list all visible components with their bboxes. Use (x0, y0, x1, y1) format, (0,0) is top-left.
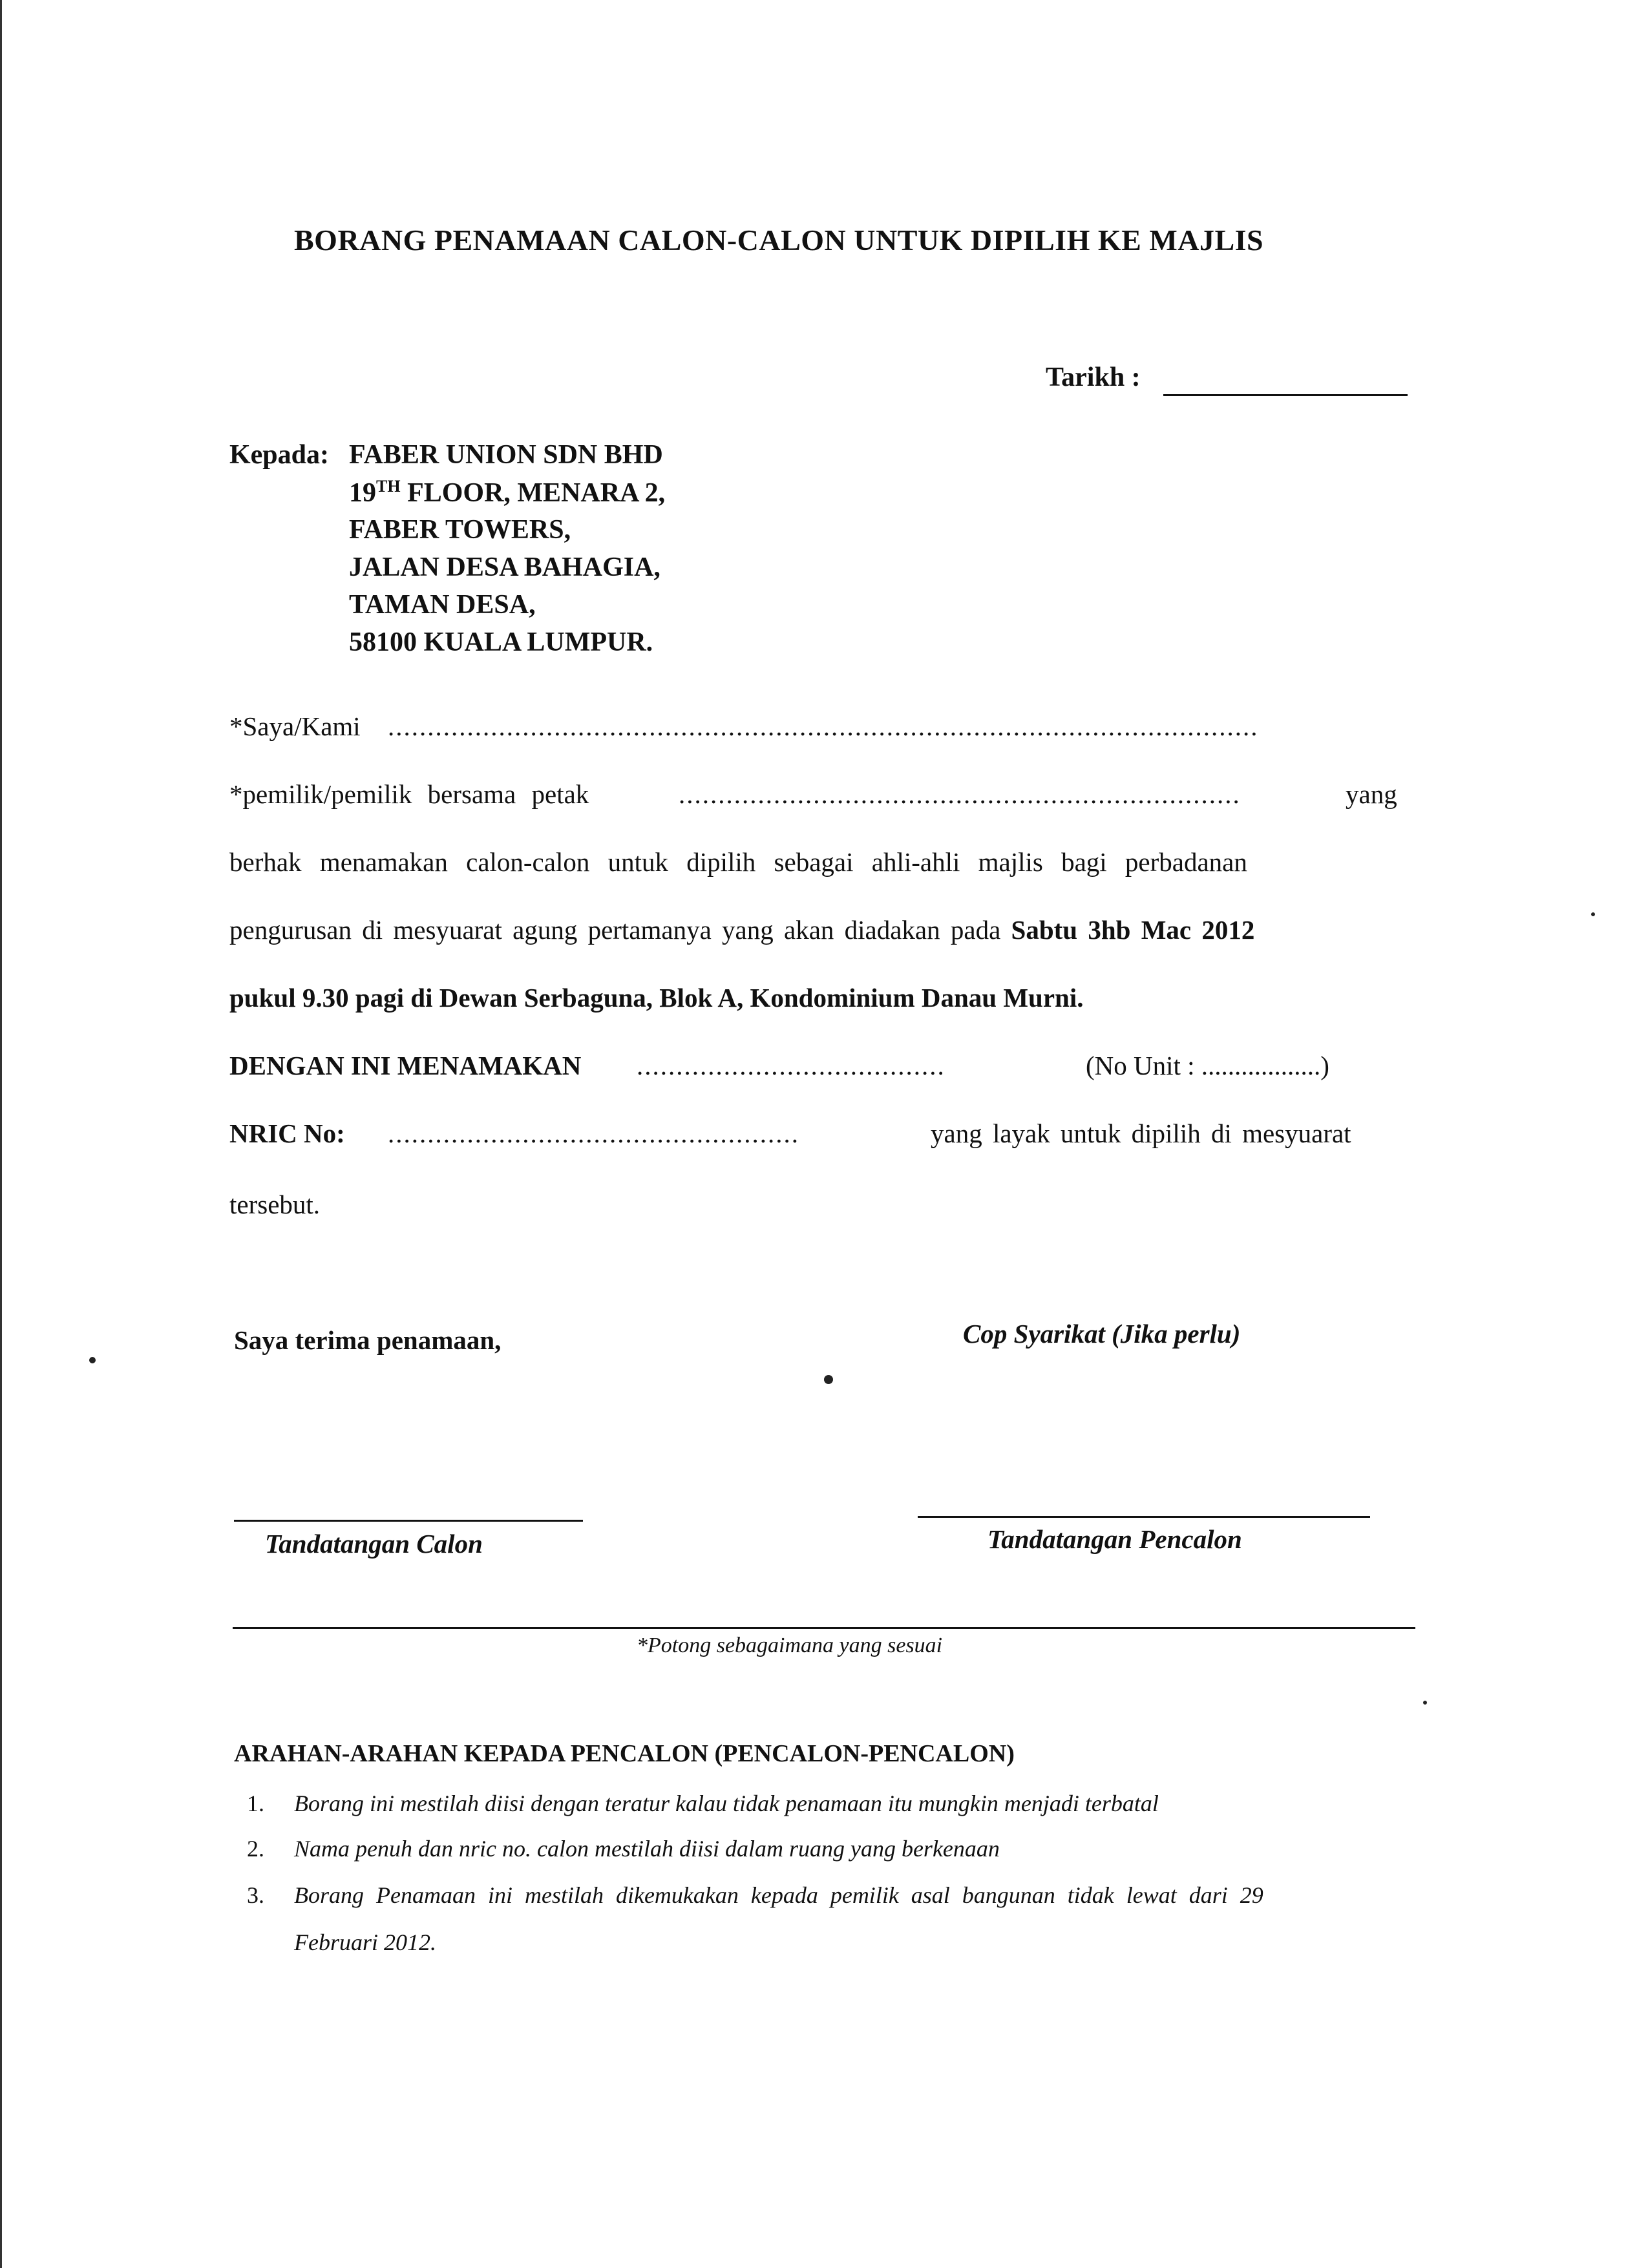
scan-edge (0, 0, 2, 2268)
instruction-3-text: Borang Penamaan ini mestilah dikemukakan kepada pemilik asal bangunan tidak lewat dari 29 (294, 1882, 1263, 1908)
candidate-signature-line[interactable] (234, 1520, 583, 1522)
scan-speck (824, 1375, 833, 1384)
scan-speck (1591, 912, 1595, 916)
instruction-2-text: Nama penuh dan nric no. calon mestilah diisi dalam ruang yang berkenaan (294, 1836, 1000, 1862)
pemilik-label: *pemilik/pemilik bersama petak (229, 779, 589, 809)
instruction-2-number: 2. (247, 1836, 264, 1862)
floor-rest: FLOOR, MENARA 2, (400, 478, 666, 508)
instruction-1-text: Borang ini mestilah diisi dengan teratur kalau tidak penamaan itu mungkin menjadi terbatal (294, 1790, 1159, 1816)
body-line4 (229, 914, 1254, 945)
body-line3: berhak menamakan calon-calon untuk dipilih sebagai ahli-ahli majlis bagi perbadanan (229, 847, 1247, 877)
nominee-name-field[interactable]: ....................................... (637, 1051, 945, 1080)
scan-speck (1423, 1701, 1427, 1705)
instruction-3-continuation: Februari 2012. (294, 1929, 436, 1955)
instruction-1-number: 1. (247, 1790, 264, 1816)
candidate-signature-label: Tandatangan Calon (265, 1529, 483, 1559)
date-label: Tarikh : (1046, 362, 1141, 392)
form-title: BORANG PENAMAAN CALON-CALON UNTUK DIPILIH KE MAJLIS (294, 224, 1264, 257)
nric-end: yang layak untuk dipilih di mesyuarat (931, 1118, 1351, 1148)
scan-speck (89, 1357, 96, 1363)
nominator-signature-line[interactable] (918, 1516, 1370, 1518)
recipient-label: Kepada: (229, 440, 330, 470)
recipient-line5: 58100 KUALA LUMPUR. (349, 627, 653, 657)
recipient-line2: FABER TOWERS, (349, 515, 571, 545)
accept-nomination: Saya terima penamaan, (234, 1325, 502, 1355)
recipient-line3: JALAN DESA BAHAGIA, (349, 552, 660, 582)
nric-label: NRIC No: (229, 1118, 345, 1148)
recipient-company: FABER UNION SDN BHD (349, 440, 663, 470)
recipient-floor (349, 477, 665, 509)
saya-label: *Saya/Kami (229, 711, 361, 741)
floor-suffix: TH (376, 477, 401, 496)
recipient-line4: TAMAN DESA, (349, 590, 536, 620)
company-stamp-label: Cop Syarikat (Jika perlu) (963, 1319, 1241, 1349)
cut-line (233, 1627, 1415, 1629)
nric-field[interactable]: .................................................... (388, 1118, 799, 1148)
meeting-date: Sabtu 3hb Mac 2012 (1011, 915, 1255, 945)
instructions-heading: ARAHAN-ARAHAN KEPADA PENCALON (PENCALON-PENCALON) (234, 1740, 1015, 1767)
tersebut: tersebut. (229, 1190, 321, 1219)
dengan-label: DENGAN INI MENAMAKAN (229, 1051, 582, 1080)
date-field[interactable] (1163, 394, 1408, 396)
no-unit-field[interactable]: (No Unit : ..................) (1086, 1051, 1329, 1080)
nominator-signature-label: Tandatangan Pencalon (988, 1524, 1242, 1554)
body-line4-text: pengurusan di mesyuarat agung pertamanya yang akan diadakan pada (229, 915, 1011, 945)
cut-note: *Potong sebagaimana yang sesuai (637, 1633, 943, 1657)
saya-field[interactable]: .............................................................................................................. (388, 711, 1259, 741)
floor-number: 19 (349, 478, 376, 508)
instruction-3-number: 3. (247, 1882, 264, 1908)
pemilik-end: yang (1346, 779, 1397, 809)
petak-field[interactable]: ....................................................................... (679, 779, 1241, 809)
body-line5: pukul 9.30 pagi di Dewan Serbaguna, Blok A, Kondominium Danau Murni. (229, 983, 1084, 1013)
